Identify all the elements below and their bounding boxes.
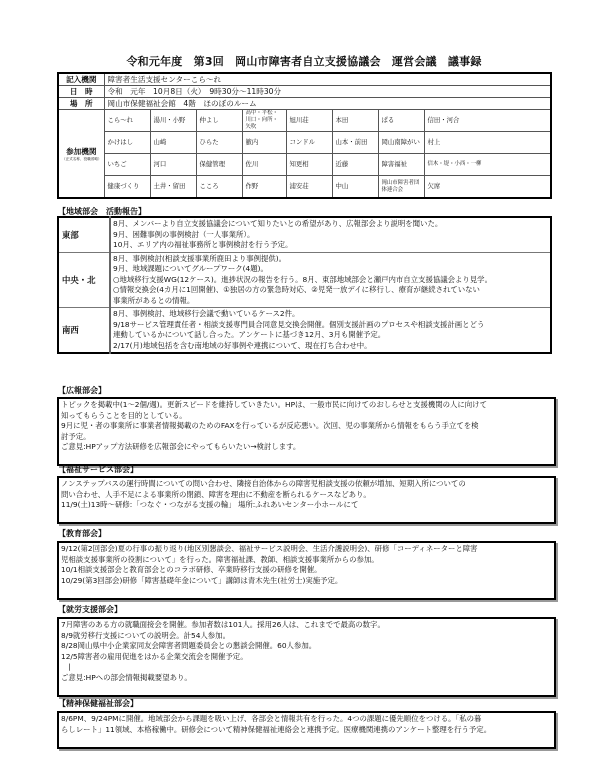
participant-cell: 浦安荘 — [286, 176, 332, 199]
report-line: 知ってもらうことを目的としている。 — [61, 410, 187, 420]
report-line: 11/9(土)13時～研修:「つなぐ・つながる支援の輪」 場所:ふれあいセンター小ホールにて — [61, 500, 359, 509]
participant-cell: こら～れ — [104, 110, 150, 132]
datetime-label: 日 時 — [58, 86, 104, 98]
report-line: らしレート」11領域、本格稼働中。研修会について精神保健福祉連絡会と連携予定。医療機関連携のアンケート整理を行う予定。 — [61, 724, 492, 734]
report-line: 連動しているかについて話し合った。アンケートに基づき12月、3月も開催予定。 — [113, 330, 386, 339]
report-line: 9/12(第2回部会)夏の行事の振り返り(地区別懇談会、福祉サービス説明会、生活介護説明会)、研修「コーディネーターと障害 — [61, 544, 478, 553]
place-value: 岡山市保健福祉会館 4階 ほのぼのルーム — [104, 98, 551, 110]
welfare-service-content — [57, 476, 556, 524]
region-row — [58, 308, 551, 354]
region-name: 東部 — [58, 217, 110, 252]
report-line: | — [61, 662, 71, 671]
region-name: 中央・北 — [58, 252, 110, 308]
report-line: 12/5障害者の雇用促進をはかる企業交流会を開催予定。 — [61, 651, 248, 661]
report-line: 8月、事例検討、地域移行会議で動いているケース2件。 — [113, 309, 300, 318]
report-line: 10/29(第3回部会)研修「障害基礎年金について」講師は青木先生(社労士)実施予定。 — [61, 575, 343, 585]
report-line — [61, 453, 552, 464]
participant-cell: 旭川荘 — [286, 110, 332, 132]
report-line: 問い合わせ、人手不足による事業所の閉鎖、障害を理由に不動産を断られるケースなどあり。 — [61, 489, 371, 499]
report-line: ご意見:HPへの部会情報掲載要望あり。 — [61, 672, 192, 682]
mental-health-content — [57, 711, 556, 749]
participants-row — [58, 110, 551, 132]
region-row — [58, 217, 551, 252]
report-line: 9月、地域課題についてグループワーク(4題)。 — [113, 264, 268, 273]
report-line: 8/6PM、9/24PMに開催。地域部会から課題を吸い上げ、各部会と情報共有を行った。4つの課題に優先順位をつける。「私の暮 — [61, 714, 482, 723]
participant-cell: 籔内 — [242, 132, 286, 154]
employment-content — [57, 617, 556, 697]
report-line: トピックを掲載中(1～2個/週)。更新スピードを維持していきたい。HPは、一般市民に向けてのおしらせと支援機関の人に向けて — [61, 400, 487, 409]
participant-cell: 健康づくり — [104, 176, 150, 199]
report-line: 2/17(月)地域包括を含む南地域の好事例や連携について、現在打ち合わせ中。 — [113, 340, 372, 350]
participant-cell: 中山 — [332, 176, 378, 199]
welfare-service-heading: 【福祉サービス部会】 — [58, 465, 138, 474]
participants-sublabel: （正式名称、役職省略） — [62, 156, 102, 161]
report-line: 10月、エリア内の福祉事務所と事例検討を行う予定。 — [113, 240, 293, 249]
report-line: ノンステップバスの運行時間についての問い合わせ、隣接自治体からの障害児相談支援の依頼が増加、短期入所についての — [61, 479, 466, 488]
participant-cell: 岡山市障害者団体連合会 — [378, 176, 424, 199]
report-line: 9/18サービス管理責任者・相談支援専門員合同意見交換会開催。個別支援計画のプロセスや相談支援計画とどう — [113, 319, 485, 329]
report-line: 8月、事例検討(相談支援事業所鹿田より事例提供)。 — [113, 253, 287, 263]
participant-cell: こころ — [196, 176, 242, 199]
datetime-row — [58, 86, 551, 98]
report-line: 8/9就労移行支援についての説明会。計54人参加。 — [61, 630, 230, 640]
report-line: 児相談支援事業所の役割について」を行った。障害福祉課、教師、相談支援事業所からの参加。 — [61, 554, 379, 564]
report-line: 9月に児・者の事業所に事業者情報掲載のためのFAXを行っているが反応悪い。次回、児の事業所から情報をもらう手立てを検 — [61, 421, 479, 430]
participant-cell: 信木・堤・小西・一柳 — [424, 154, 551, 176]
report-line — [61, 586, 552, 597]
pr-heading: 【広報部会】 — [58, 386, 106, 395]
report-line: ○情報交換会(4カ月に1回開催)、①独居の方の緊急時対応、②児発一放デイに移行し、療育が継続されていない — [113, 285, 480, 294]
region-content — [110, 308, 551, 354]
document-title: 令和元年度 第3回 岡山市障害者自立支援協議会 運営会議 議事録 — [126, 55, 482, 68]
participants-row — [58, 132, 551, 154]
participant-cell: 本田 — [332, 110, 378, 132]
participant-cell: 保健管理 — [196, 154, 242, 176]
participant-cell: 佐川 — [242, 154, 286, 176]
recorder-label: 記入機関 — [58, 73, 104, 86]
participants-row — [58, 176, 551, 199]
participant-cell: ひらた — [196, 132, 242, 154]
report-line: ○地域移行支援WG(12ケース)。進捗状況の報告を行う。8月、東部地域部会と瀬戸内市自立支援協議会より見学。 — [113, 274, 492, 284]
report-line: ご意見:HPアップ方法研修を広報部会にやってもらいたい→検討します。 — [61, 442, 301, 451]
pr-content — [57, 397, 556, 466]
participant-cell: 信田・河合 — [424, 110, 551, 132]
participant-cell: 山本・前田 — [332, 132, 378, 154]
employment-heading: 【就労支援部会】 — [58, 605, 122, 614]
place-label: 場 所 — [58, 98, 104, 110]
mental-health-heading: 【精神保健福祉部会】 — [58, 699, 138, 708]
participant-cell: 障害福祉 — [378, 154, 424, 176]
region-content — [110, 252, 551, 308]
report-line: 事業所があるとの情報。 — [113, 295, 195, 305]
datetime-value: 令和 元年 10月8日（火） 9時30分～11時30分 — [104, 86, 551, 98]
region-name: 南西 — [58, 308, 110, 354]
participant-cell: ぱる — [378, 110, 424, 132]
participant-cell: 作野 — [242, 176, 286, 199]
regional-heading: 【地域部会 活動報告】 — [58, 207, 146, 216]
report-line: 10/1相談支援部会と教育部会とのコラボ研修、卒業時移行支援の研修を開催。 — [61, 565, 322, 574]
report-line — [61, 683, 552, 694]
participants-row — [58, 154, 551, 176]
participants-label-text: 参加機関 — [66, 146, 97, 156]
education-heading: 【教育部会】 — [58, 529, 106, 538]
participant-cell: いちご — [104, 154, 150, 176]
participant-cell: 高中・平松・川口・向所・矢吹 — [242, 110, 286, 132]
report-line: 7月障害のある方の就職面接会を開催。参加者数は101人。採用26人は、これまでで最高の数字。 — [61, 620, 385, 629]
participant-cell: かけはし — [104, 132, 150, 154]
participants-label — [58, 110, 104, 199]
participant-cell: 岡山南障がい — [378, 132, 424, 154]
participant-cell: 山崎 — [150, 132, 196, 154]
meeting-info-table — [57, 72, 552, 199]
region-row — [58, 252, 551, 308]
participant-cell: 近藤 — [332, 154, 378, 176]
report-line — [61, 735, 552, 746]
participant-cell: 知更相 — [286, 154, 332, 176]
report-line — [61, 511, 552, 522]
participant-cell: 河口 — [150, 154, 196, 176]
participant-cell: 仲よし — [196, 110, 242, 132]
place-row — [58, 98, 551, 110]
participant-cell: 湯川・小野 — [150, 110, 196, 132]
report-line: 討予定。 — [61, 431, 91, 441]
region-content — [110, 217, 551, 252]
recorder-row — [58, 73, 551, 86]
participant-cell: 村上 — [424, 132, 551, 154]
report-line: 8/28岡山県中小企業家同友会障害者問題委員会との懇談会開催。60人参加。 — [61, 641, 317, 650]
participant-cell: コンドル — [286, 132, 332, 154]
report-line: 8月、メンバーより自立支援協議会について知りたいとの希望があり、広報部会より説明を聞いた。 — [113, 219, 443, 228]
recorder-value: 障害者生活支援センターこら～れ — [104, 73, 551, 86]
participant-cell: 欠席 — [424, 176, 551, 199]
report-line: 9月、困難事例の事例検討（一人事業所）。 — [113, 229, 255, 239]
participant-cell: 土井・留田 — [150, 176, 196, 199]
regional-report-table — [57, 216, 552, 354]
education-content — [57, 541, 556, 600]
